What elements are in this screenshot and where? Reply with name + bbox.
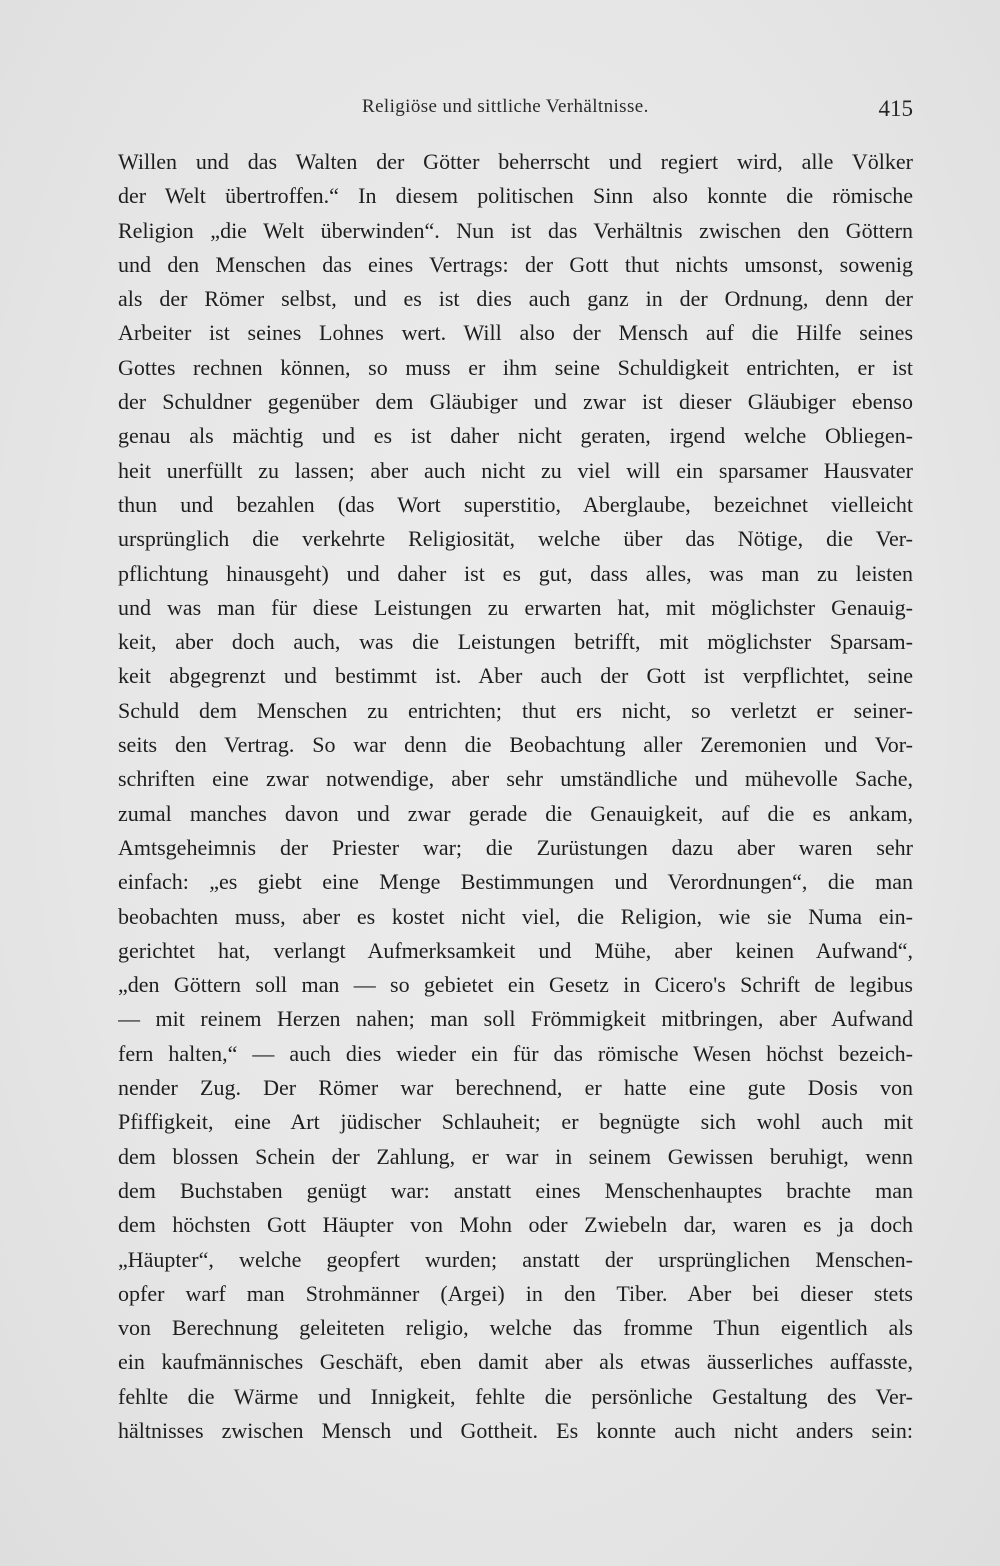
text-line: keit, aber doch auch, was die Leistungen betrifft, mit möglichster Sparsam- <box>118 629 913 655</box>
text-line: dem Buchstaben genügt war: anstatt eines Menschenhauptes brachte man <box>118 1177 913 1203</box>
text-line: Schuld dem Menschen zu entrichten; thut ers nicht, so verletzt er seiner- <box>118 697 913 723</box>
text-line: als der Römer selbst, und es ist dies auch ganz in der Ordnung, denn der <box>118 286 913 312</box>
text-line: „den Göttern soll man — so gebietet ein Gesetz in Cicero's Schrift de legibus <box>118 972 913 998</box>
text-line: gerichtet hat, verlangt Aufmerksamkeit und Mühe, aber keinen Aufwand“, <box>118 937 913 963</box>
page-number: 415 <box>878 96 913 121</box>
text-line: einfach: „es giebt eine Menge Bestimmungen und Verordnungen“, die man <box>118 869 913 895</box>
text-line: thun und bezahlen (das Wort superstitio, Aberglaube, bezeichnet vielleicht <box>118 491 913 517</box>
text-line: fern halten,“ — auch dies wieder ein für das römische Wesen höchst bezeich- <box>118 1040 913 1066</box>
page-header <box>118 92 913 132</box>
running-head: Religiöse und sittliche Verhältnisse. <box>362 96 649 117</box>
text-line: Amtsgeheimnis der Priester war; die Zurüstungen dazu aber waren sehr <box>118 834 913 860</box>
text-line: Gottes rechnen können, so muss er ihm seine Schuldigkeit entrichten, er ist <box>118 354 913 380</box>
text-line: Religion „die Welt überwinden“. Nun ist das Verhältnis zwischen den Göttern <box>118 217 913 243</box>
text-line: „Häupter“, welche geopfert wurden; anstatt der ursprünglichen Menschen- <box>118 1246 913 1272</box>
text-line: fehlte die Wärme und Innigkeit, fehlte die persönliche Gestaltung des Ver- <box>118 1383 913 1409</box>
text-line: Willen und das Walten der Götter beherrscht und regiert wird, alle Völker <box>118 149 913 174</box>
text-line: Arbeiter ist seines Lohnes wert. Will also der Mensch auf die Hilfe seines <box>118 320 913 346</box>
text-line: dem blossen Schein der Zahlung, er war in seinem Gewissen beruhigt, wenn <box>118 1143 913 1169</box>
text-line: ein kaufmännisches Geschäft, eben damit aber als etwas äusserliches auffasste, <box>118 1349 913 1375</box>
text-line: schriften eine zwar notwendige, aber sehr umständliche und mühevolle Sache, <box>118 766 913 792</box>
text-line: nender Zug. Der Römer war berechnend, er hatte eine gute Dosis von <box>118 1075 913 1101</box>
text-line: und was man für diese Leistungen zu erwarten hat, mit möglichster Genauig- <box>118 594 913 620</box>
text-line: ursprünglich die verkehrte Religiosität, welche über das Nötige, die Ver- <box>118 526 913 552</box>
text-line: und den Menschen das eines Vertrags: der Gott thut nichts umsonst, sowenig <box>118 251 913 277</box>
text-line: genau als mächtig und es ist daher nicht geraten, irgend welche Obliegen- <box>118 423 913 449</box>
text-line: seits den Vertrag. So war denn die Beobachtung aller Zeremonien und Vor- <box>118 732 913 758</box>
text-line: keit abgegrenzt und bestimmt ist. Aber auch der Gott ist verpflichtet, seine <box>118 663 913 689</box>
text-line: pflichtung hinausgeht) und daher ist es gut, dass alles, was man zu leisten <box>118 560 913 586</box>
text-line: zumal manches davon und zwar gerade die Genauigkeit, auf die es ankam, <box>118 800 913 826</box>
text-line: beobachten muss, aber es kostet nicht viel, die Religion, wie sie Numa ein- <box>118 903 913 929</box>
text-line: von Berechnung geleiteten religio, welche das fromme Thun eigentlich als <box>118 1315 913 1341</box>
text-line: dem höchsten Gott Häupter von Mohn oder Zwiebeln dar, waren es ja doch <box>118 1212 913 1238</box>
text-line: — mit reinem Herzen nahen; man soll Frömmigkeit mitbringen, aber Aufwand <box>118 1006 913 1032</box>
text-line: opfer warf man Strohmänner (Argei) in den Tiber. Aber bei dieser stets <box>118 1280 913 1306</box>
text-line: Pfiffigkeit, eine Art jüdischer Schlauheit; er begnügte sich wohl auch mit <box>118 1109 913 1135</box>
text-line: heit unerfüllt zu lassen; aber auch nicht zu viel will ein sparsamer Hausvater <box>118 457 913 483</box>
text-line: hältnisses zwischen Mensch und Gottheit. Es konnte auch nicht anders sein: <box>118 1417 913 1443</box>
text-line: der Schuldner gegenüber dem Gläubiger und zwar ist dieser Gläubiger ebenso <box>118 389 913 415</box>
text-line: der Welt übertroffen.“ In diesem politischen Sinn also konnte die römische <box>118 183 913 209</box>
body-text <box>118 145 913 1448</box>
